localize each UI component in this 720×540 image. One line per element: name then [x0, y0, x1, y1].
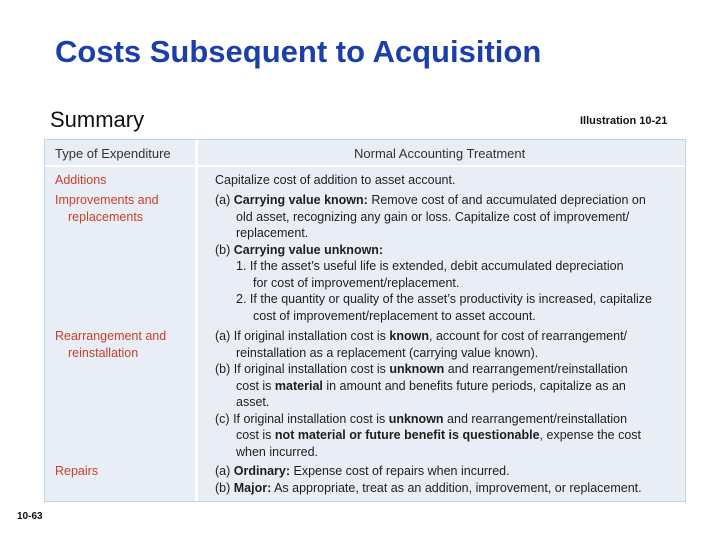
row-label-improvements [55, 192, 159, 225]
row-label-improvements-line2: replacements [68, 209, 144, 224]
header-type-of-expenditure: Type of Expenditure [55, 146, 171, 161]
row-label-rearrangement [55, 328, 166, 361]
rearrangement-c-line3: when incurred. [236, 444, 318, 459]
header-normal-accounting-treatment: Normal Accounting Treatment [354, 146, 526, 161]
row-label-repairs: Repairs [55, 464, 99, 478]
repairs-a-line: (a) Ordinary: Expense cost of repairs when incurred. [215, 464, 510, 478]
rearrangement-c-line1: (c) If original installation cost is unknown and rearrangement/reinstallation [215, 411, 628, 426]
improvements-b-line: (b) Carrying value unknown: [215, 242, 384, 257]
illustration-label: Illustration 10-21 [580, 115, 668, 127]
header-divider [45, 165, 685, 167]
accounting-treatment-table [44, 139, 686, 502]
row-label-additions: Additions [55, 173, 107, 187]
rearrangement-b-line2: cost is material in amount and benefits future periods, capitalize as an [236, 378, 626, 393]
improvements-b2-line1: 2. If the quantity or quality of the asset’s productivity is increased, capitalize [236, 292, 652, 306]
repairs-treatment [215, 463, 642, 496]
slide-title: Costs Subsequent to Acquisition [55, 34, 542, 69]
repairs-b-line: (b) Major: As appropriate, treat as an addition, improvement, or replacement. [215, 480, 642, 495]
column-divider [195, 140, 198, 501]
row-label-rearrangement-line2: reinstallation [68, 345, 139, 360]
additions-treatment: Capitalize cost of addition to asset account. [215, 173, 456, 187]
row-label-improvements-line1: Improvements and [55, 193, 159, 207]
improvements-a-line3: replacement. [236, 226, 309, 240]
rearrangement-a-line1: (a) If original installation cost is known, account for cost of rearrangement/ [215, 329, 628, 343]
row-label-rearrangement-line1: Rearrangement and [55, 329, 167, 343]
improvements-a-line2: old asset, recognizing any gain or loss. Capitalize cost of improvement/ [236, 209, 630, 224]
slide-number: 10-63 [17, 511, 43, 522]
rearrangement-treatment [215, 328, 641, 460]
rearrangement-c-line2: cost is not material or future benefit is questionable, expense the cost [236, 428, 641, 442]
improvements-b1-line1: 1. If the asset’s useful life is extended, debit accumulated depreciation [236, 259, 624, 273]
rearrangement-a-line2: reinstallation as a replacement (carrying value known). [236, 345, 539, 360]
improvements-treatment [215, 192, 652, 324]
slide-subtitle: Summary [50, 107, 145, 132]
rearrangement-b-line3: asset. [236, 395, 270, 409]
improvements-b1-line2: for cost of improvement/replacement. [253, 275, 460, 290]
improvements-a-line1: (a) Carrying value known: Remove cost of and accumulated depreciation on [215, 193, 646, 207]
improvements-b2-line2: cost of improvement/replacement to asset account. [253, 308, 536, 323]
rearrangement-b-line1: (b) If original installation cost is unknown and rearrangement/reinstallation [215, 362, 628, 376]
